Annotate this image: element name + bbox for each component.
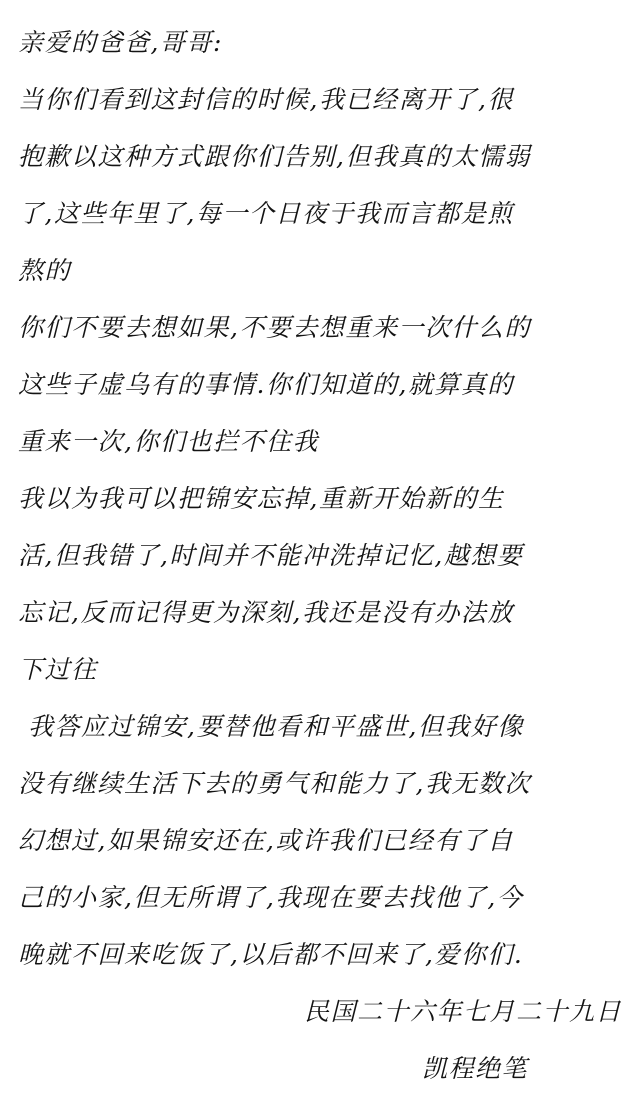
letter-line: 忘记,反而记得更为深刻,我还是没有办法放	[18, 598, 514, 627]
letter-line: 熬的	[18, 256, 72, 285]
letter-line: 这些子虚乌有的事情.你们知道的,就算真的	[18, 370, 514, 399]
letter-line: 幻想过,如果锦安还在,或许我们已经有了自	[18, 826, 514, 855]
letter-signature: 凯程绝笔	[421, 1054, 528, 1083]
letter-line: 下过往	[18, 655, 98, 684]
letter-line: 你们不要去想如果,不要去想重来一次什么的	[18, 313, 531, 342]
letter-line: 没有继续生活下去的勇气和能力了,我无数次	[18, 769, 531, 798]
letter-line: 抱歉以这种方式跟你们告别,但我真的太懦弱	[18, 142, 531, 171]
letter-line: 活,但我错了,时间并不能冲洗掉记忆,越想要	[18, 541, 524, 570]
letter-line: 晚就不回来吃饭了,以后都不回来了,爱你们.	[18, 940, 524, 969]
letter-line: 当你们看到这封信的时候,我已经离开了,很	[18, 85, 514, 114]
letter-line: 己的小家,但无所谓了,我现在要去找他了,今	[18, 883, 524, 912]
letter-line: 重来一次,你们也拦不住我	[18, 427, 319, 456]
letter-line: 了,这些年里了,每一个日夜于我而言都是煎	[18, 199, 514, 228]
letter-line: 我以为我可以把锦安忘掉,重新开始新的生	[18, 484, 505, 513]
letter-salutation: 亲爱的爸爸,哥哥:	[18, 28, 223, 57]
letter-date: 民国二十六年七月二十九日	[303, 997, 622, 1026]
letter-line: 我答应过锦安,要替他看和平盛世,但我好像	[28, 712, 524, 741]
